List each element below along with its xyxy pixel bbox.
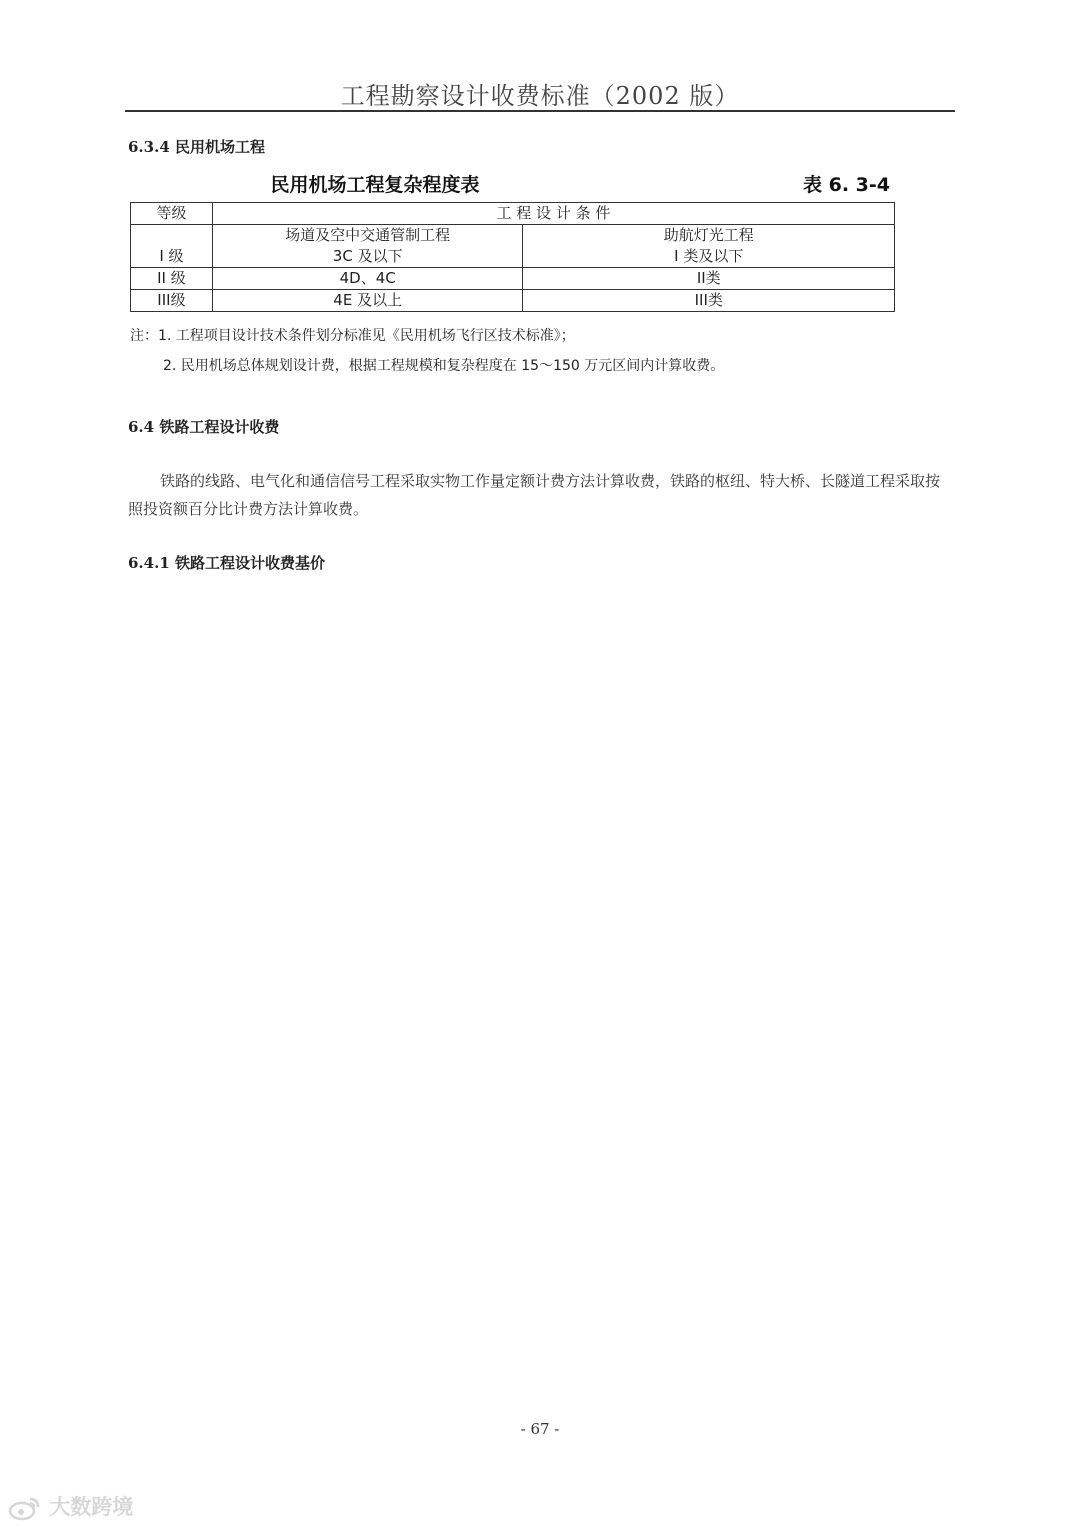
cell-grade: I 级 <box>131 225 213 268</box>
cell-condition-1 <box>212 225 523 268</box>
cell-grade: II 级 <box>131 268 213 290</box>
watermark-text: 大数跨境 <box>49 1495 134 1519</box>
cell-condition-1: 4D、4C <box>212 268 523 290</box>
cell-condition-2 <box>523 225 895 268</box>
table-row <box>131 268 895 290</box>
sub-header-2: 助航灯光工程 <box>663 226 754 244</box>
table-note-2: 2. 民用机场总体规划设计费，根据工程规模和复杂程度在 15～150 万元区间内计算收费。 <box>163 358 725 374</box>
complexity-table <box>130 202 895 312</box>
page-header-title: 工程勘察设计收费标准（2002 版） <box>340 82 740 110</box>
table-title: 民用机场工程复杂程度表 <box>270 174 480 196</box>
cell-condition-1: 4E 及以上 <box>212 290 523 312</box>
header-divider <box>125 110 955 112</box>
table-row <box>131 290 895 312</box>
body-paragraph: 铁路的线路、电气化和通信信号工程采取实物工作量定额计费方法计算收费，铁路的枢纽、特大桥、长隧道工程采取按照投资额百分比计费方法计算收费。 <box>128 472 941 518</box>
page-number: - 67 - <box>520 1420 560 1438</box>
section-heading-6-3-4: 6.3.4 民用机场工程 <box>128 138 265 156</box>
watermark <box>8 1491 133 1521</box>
table-number: 表 6. 3-4 <box>803 174 890 196</box>
cell-grade: III级 <box>131 290 213 312</box>
table-header-row <box>131 203 895 225</box>
cell-condition-2: III类 <box>523 290 895 312</box>
section-heading-6-4-1: 6.4.1 铁路工程设计收费基价 <box>128 554 325 572</box>
cell-condition-2: II类 <box>523 268 895 290</box>
weibo-logo-icon <box>8 1495 49 1519</box>
section-heading-6-4: 6.4 铁路工程设计收费 <box>128 418 280 436</box>
table-note-1: 注：1. 工程项目设计技术条件划分标准见《民用机场飞行区技术标准》； <box>130 328 575 344</box>
table-caption <box>130 170 890 196</box>
sub-header-1: 场道及空中交通管制工程 <box>285 226 451 244</box>
cell-value: 3C 及以下 <box>332 247 403 265</box>
table-row <box>131 225 895 268</box>
cell-value: I 类及以下 <box>674 247 744 265</box>
header-conditions: 工 程 设 计 条 件 <box>212 203 894 225</box>
header-grade: 等级 <box>131 203 213 225</box>
